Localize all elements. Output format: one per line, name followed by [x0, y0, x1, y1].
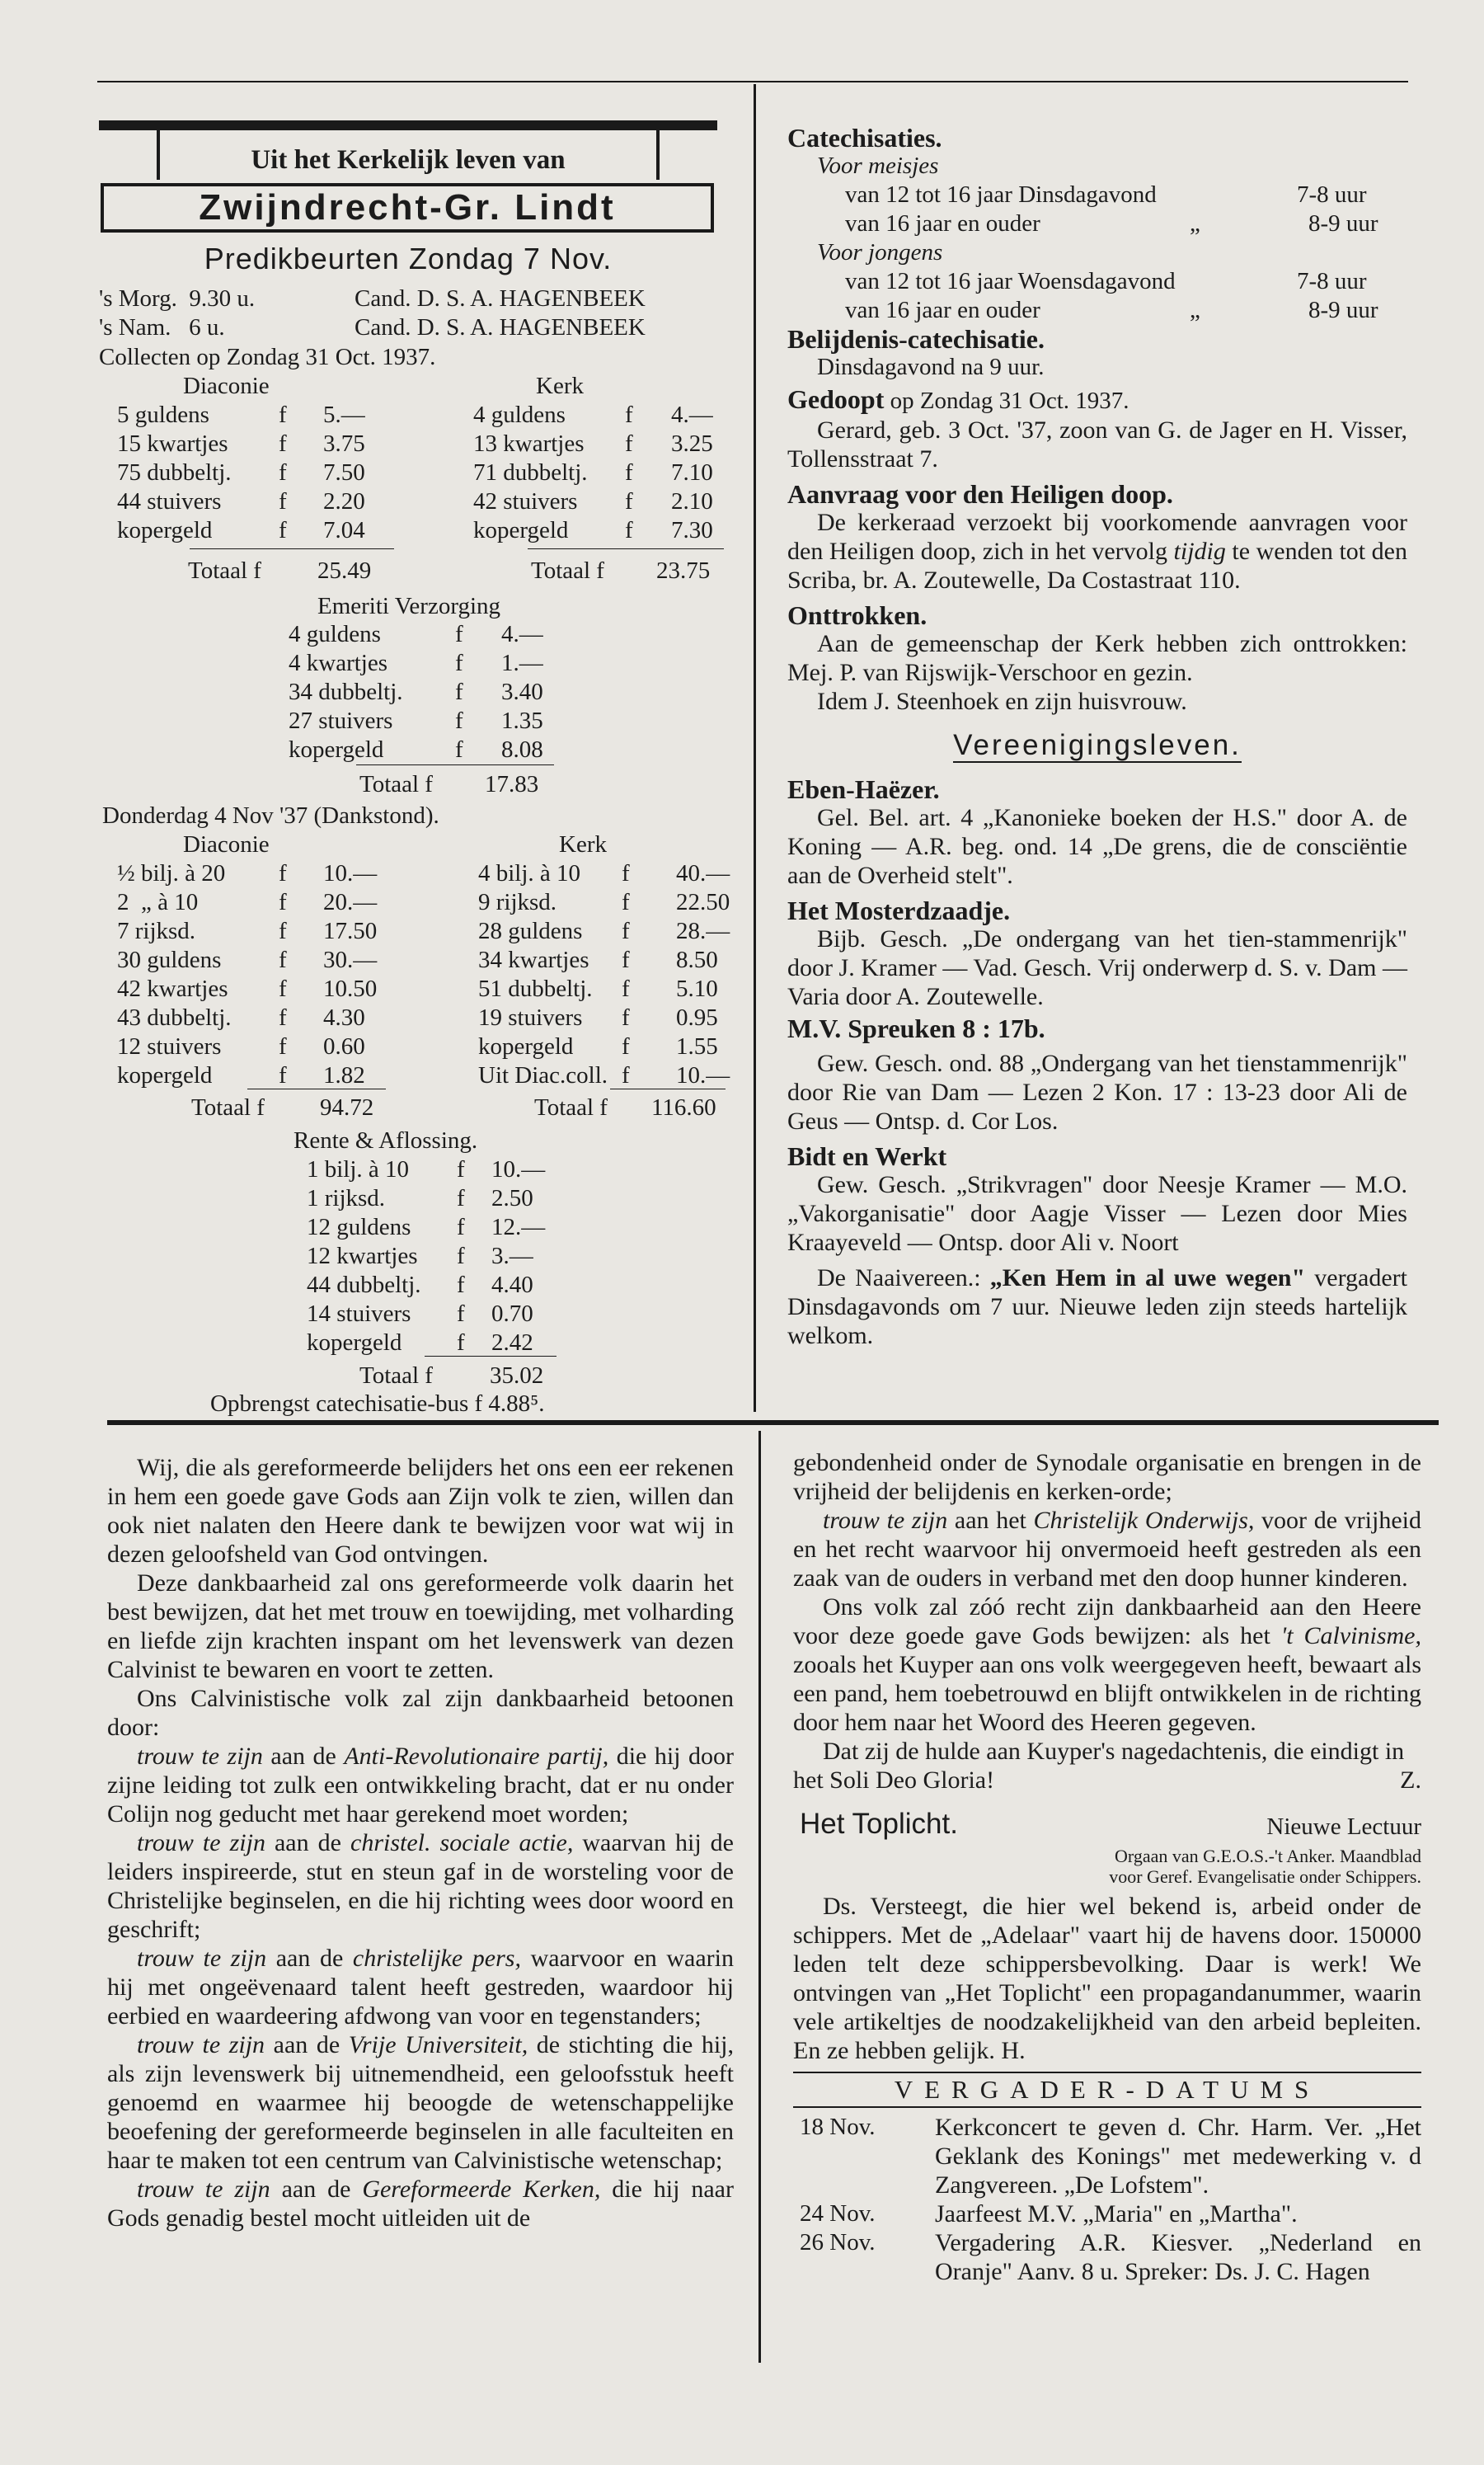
- collect1-kerk-label: Kerk: [536, 373, 584, 399]
- collect2-diaconie-label: Diaconie: [183, 831, 270, 858]
- header-tick-right: [656, 130, 660, 180]
- rente-r2-c1: f: [457, 1214, 465, 1240]
- rente-r2-c2: 12.—: [491, 1214, 546, 1240]
- most-title: Het Mosterdzaadje.: [787, 896, 1011, 925]
- rente-r6-c0: kopergeld: [307, 1329, 402, 1356]
- vergader-rule-top: [793, 2072, 1421, 2073]
- jongens-row1: van 12 tot 16 jaar Woensdagavond 7-8 uur: [845, 268, 1367, 294]
- c1-kerk-r1-c2: 3.25: [671, 430, 713, 457]
- c2-diaconie-r4-c1: f: [279, 976, 287, 1002]
- service-evening-time: 's Nam. 6 u.: [99, 314, 225, 341]
- jongens-label: Voor jongens: [817, 239, 943, 266]
- c2-diaconie-r5-c1: f: [279, 1004, 287, 1031]
- c2-diaconie-r2-c0: 7 rijksd.: [117, 918, 196, 944]
- header-line2: Zwijndrecht-Gr. Lindt: [101, 183, 714, 233]
- c2-diaconie-r6-c1: f: [279, 1033, 287, 1060]
- bottom-left-column: [107, 1453, 734, 2232]
- c2-kerk-r0-c0: 4 bilj. à 10: [478, 860, 581, 887]
- eben-title: Eben-Haëzer.: [787, 774, 940, 804]
- rente-r3-c2: 3.—: [491, 1243, 533, 1269]
- emeriti-r0-c2: 4.—: [501, 621, 543, 647]
- c2-diaconie-r4-c2: 10.50: [323, 976, 378, 1002]
- belijdenis-title: Belijdenis-catechisatie.: [787, 324, 1045, 354]
- rente-r3-c1: f: [457, 1243, 465, 1269]
- rente-total-label: Totaal f: [359, 1362, 433, 1389]
- gedoopt-line: Gedoopt op Zondag 31 Oct. 1937.: [787, 384, 1129, 414]
- emeriti-r2-c2: 3.40: [501, 679, 543, 705]
- c1-kerk-r1-c1: f: [625, 430, 633, 457]
- predikbeurten-heading: Predikbeurten Zondag 7 Nov.: [204, 242, 613, 275]
- c1-kerk-r3-c0: 42 stuivers: [473, 488, 578, 515]
- toplicht-sub2: voor Geref. Evangelisatie onder Schippers.: [1109, 1866, 1421, 1887]
- c2-kerk-r6-c0: kopergeld: [478, 1033, 574, 1060]
- catech-title: Catechisaties.: [787, 123, 942, 153]
- c1-kerk-r4-c1: f: [625, 517, 633, 543]
- c1-diaconie-r0-c1: f: [279, 402, 287, 428]
- c2-kerk-r4-c2: 5.10: [676, 976, 718, 1002]
- c2-diaconie-r0-c1: f: [279, 860, 287, 887]
- c1-diaconie-r2-c1: f: [279, 459, 287, 486]
- c2-kerk-r1-c0: 9 rijksd.: [478, 889, 557, 915]
- rente-r0-c0: 1 bilj. à 10: [307, 1156, 410, 1183]
- c1-diaconie-r1-c0: 15 kwartjes: [117, 430, 228, 457]
- c1-kerk-r0-c0: 4 guldens: [473, 402, 566, 428]
- emeriti-label: Emeriti Verzorging: [317, 593, 501, 619]
- c1-diaconie-r1-c1: f: [279, 430, 287, 457]
- c2-kerk-r4-c1: f: [622, 976, 630, 1002]
- c2-diaconie-r1-c0: 2 „ à 10: [117, 889, 199, 915]
- most-text: Bijb. Gesch. „De ondergang van het tien-stammenrijk" door J. Kramer — Vad. Gesch. Vrij onderwerp d. S. v. Dam — Varia door A. Zoutewelle.: [787, 925, 1407, 1010]
- c2-kerk-r5-c2: 0.95: [676, 1004, 718, 1031]
- header-top-bar: [99, 120, 717, 130]
- emeriti-sum-line: [356, 764, 554, 765]
- bl-item-pers: trouw te zijn aan de christelijke pers, waarvoor en waarin hij met ongeëvenaard talent heeft gestreden, waardoor hij eerbied en waardeering afdwong van voor en tegenstanders;: [107, 1945, 735, 2030]
- header-box: [99, 130, 717, 238]
- c2-kerk-r4-c0: 51 dubbeltj.: [478, 976, 593, 1002]
- c2-kerk-r7-c1: f: [622, 1062, 630, 1089]
- bl-p3: Ons Calvinistische volk zal zijn dankbaarheid betoonen door:: [107, 1685, 734, 1741]
- rente-r6-c2: 2.42: [491, 1329, 533, 1356]
- rente-r4-c0: 44 dubbeltj.: [307, 1272, 421, 1298]
- c1-diaconie-r0-c2: 5.—: [323, 402, 365, 428]
- collect1-kerk-sum-line: [528, 548, 724, 549]
- br-p3: Dat zij de hulde aan Kuyper's nagedachtenis, die eindigt in het Soli Deo Gloria! Z.: [793, 1738, 1421, 1794]
- emeriti-r1-c2: 1.—: [501, 650, 543, 676]
- c1-kerk-r3-c2: 2.10: [671, 488, 713, 515]
- c1-diaconie-r4-c0: kopergeld: [117, 517, 213, 543]
- c2-diaconie-r1-c2: 20.—: [323, 889, 378, 915]
- gedoopt-text: Gerard, geb. 3 Oct. '37, zoon van G. de Jager en H. Visser, Tollensstraat 7.: [787, 416, 1407, 473]
- c2-diaconie-r1-c1: f: [279, 889, 287, 915]
- c1-diaconie-r2-c0: 75 dubbeltj.: [117, 459, 232, 486]
- rente-total: 35.02: [490, 1362, 544, 1389]
- emeriti-r4-c1: f: [455, 736, 463, 763]
- c2-diaconie-r6-c0: 12 stuivers: [117, 1033, 222, 1060]
- column-divider-lower: [758, 1431, 761, 2363]
- c1-kerk-r2-c0: 71 dubbeltj.: [473, 459, 588, 486]
- c2-kerk-r3-c1: f: [622, 947, 630, 973]
- c2-diaconie-r3-c0: 30 guldens: [117, 947, 222, 973]
- bidt-title: Bidt en Werkt: [787, 1141, 947, 1171]
- date-row-18: 18 Nov. Kerkconcert te geven d. Chr. Harm. Ver. „Het Geklank des Konings" met medewerking v. d Zangvereen. „De Lofstem".: [800, 2114, 1421, 2199]
- c1-diaconie-r4-c2: 7.04: [323, 517, 365, 543]
- service-morning-time: 's Morg. 9.30 u.: [99, 285, 256, 312]
- rente-label: Rente & Aflossing.: [294, 1127, 478, 1154]
- rente-r5-c0: 14 stuivers: [307, 1301, 411, 1327]
- emeriti-r3-c1: f: [455, 708, 463, 734]
- belijdenis-text: Dinsdagavond na 9 uur.: [817, 354, 1045, 380]
- c2-kerk-r5-c0: 19 stuivers: [478, 1004, 583, 1031]
- bottom-right-column: [793, 1448, 1421, 2286]
- date-row-26: 26 Nov. Vergadering A.R. Kiesver. „Nederland en Oranje" Aanv. 8 u. Spreker: Ds. J. C. Hagen: [800, 2229, 1421, 2285]
- header-tick-left: [157, 130, 160, 180]
- c2-diaconie-r6-c2: 0.60: [323, 1033, 365, 1060]
- rente-r1-c2: 2.50: [491, 1185, 533, 1211]
- c2-diaconie-r5-c2: 4.30: [323, 1004, 365, 1031]
- rente-r0-c1: f: [457, 1156, 465, 1183]
- br-p1: gebondenheid onder de Synodale organisatie en brengen in de vrijheid der belijdenis en kerken-orde;: [793, 1449, 1421, 1505]
- meisjes-row1: van 12 tot 16 jaar Dinsdagavond 7-8 uur: [845, 181, 1367, 208]
- bl-p1: Wij, die als gereformeerde belijders het ons een eer rekenen in hem een goede gave Gods aan Zijn volk te zien, willen dan ook niet nalaten den Heere dank te bewijzen voor wat wij in dezen geloofsheld van God ontvingen.: [107, 1454, 734, 1568]
- meisjes-label: Voor meisjes: [817, 153, 939, 179]
- collect2-diaconie-total-label: Totaal f: [191, 1094, 265, 1121]
- rente-r1-c1: f: [457, 1185, 465, 1211]
- c2-kerk-r3-c2: 8.50: [676, 947, 718, 973]
- c2-kerk-r6-c2: 1.55: [676, 1033, 718, 1060]
- emeriti-r2-c1: f: [455, 679, 463, 705]
- rente-r1-c0: 1 rijksd.: [307, 1185, 386, 1211]
- toplicht-header: [793, 1806, 1421, 1846]
- emeriti-r0-c0: 4 guldens: [289, 621, 381, 647]
- emeriti-r0-c1: f: [455, 621, 463, 647]
- bl-item-kerken: trouw te zijn aan de Gereformeerde Kerken, die hij naar Gods genadig bestel mocht uitleiden uit de: [107, 2176, 734, 2232]
- toplicht-title: Het Toplicht.: [800, 1808, 958, 1840]
- br-p2: Ons volk zal zóó recht zijn dankbaarheid aan den Heere voor deze goede gave Gods bewijzen: als het 't Calvinisme, zooals het Kuyper aan ons volk weergegeven heeft, bewaart als een pand, hem toebetrouwd en blijft ontwikkelen in de richting door hem naar het Woord des Heeren gegeven.: [793, 1593, 1421, 1736]
- emeriti-r4-c2: 8.08: [501, 736, 543, 763]
- rente-r0-c2: 10.—: [491, 1156, 546, 1183]
- collect1-diaconie-label: Diaconie: [183, 373, 270, 399]
- c2-diaconie-r3-c1: f: [279, 947, 287, 973]
- service-morning-preacher: Cand. D. S. A. HAGENBEEK: [355, 285, 646, 312]
- aanvraag-text: De kerkeraad verzoekt bij voorkomende aanvragen voor den Heiligen doop, zich in het vervolg tijdig te wenden tot den Scriba, br. A. Zoutewelle, Da Costastraat 110.: [787, 509, 1407, 594]
- emeriti-r3-c0: 27 stuivers: [289, 708, 393, 734]
- c2-kerk-r2-c1: f: [622, 918, 630, 944]
- c2-kerk-r0-c2: 40.—: [676, 860, 730, 887]
- c1-diaconie-r1-c2: 3.75: [323, 430, 365, 457]
- collect2-diaconie-total: 94.72: [320, 1094, 374, 1121]
- c1-kerk-r4-c2: 7.30: [671, 517, 713, 543]
- c1-diaconie-r3-c2: 2.20: [323, 488, 365, 515]
- onttrokken-title: Onttrokken.: [787, 600, 928, 630]
- collect2-kerk-total-label: Totaal f: [534, 1094, 608, 1121]
- bidt-text: Gew. Gesch. „Strikvragen" door Neesje Kramer — M.O. „Vakorganisatie" door Aagje Visser — Lezen door Mies Kraayeveld — Ontsp. door Ali v. Noort: [787, 1171, 1407, 1256]
- c1-kerk-r0-c2: 4.—: [671, 402, 713, 428]
- collect1-kerk-total: 23.75: [656, 557, 711, 584]
- emeriti-total: 17.83: [485, 771, 539, 797]
- naai-text: De Naaivereen.: „Ken Hem in al uwe wegen" vergadert Dinsdagavonds om 7 uur. Nieuwe leden zijn steeds hartelijk welkom.: [787, 1264, 1407, 1349]
- top-rule: [97, 81, 1408, 82]
- c1-diaconie-r3-c1: f: [279, 488, 287, 515]
- vergader-rule-bottom: [793, 2106, 1421, 2108]
- c2-diaconie-r2-c2: 17.50: [323, 918, 378, 944]
- toplicht-right: Nieuwe Lectuur: [1266, 1813, 1421, 1840]
- collect2-title: Donderdag 4 Nov '37 (Dankstond).: [102, 802, 439, 829]
- rente-r4-c1: f: [457, 1272, 465, 1298]
- c2-diaconie-r2-c1: f: [279, 918, 287, 944]
- emeriti-r2-c0: 34 dubbeltj.: [289, 679, 403, 705]
- rente-r5-c1: f: [457, 1301, 465, 1327]
- emeriti-total-label: Totaal f: [359, 771, 433, 797]
- c2-diaconie-r0-c2: 10.—: [323, 860, 378, 887]
- collect2-kerk-label: Kerk: [559, 831, 607, 858]
- emeriti-r3-c2: 1.35: [501, 708, 543, 734]
- c1-diaconie-r4-c1: f: [279, 517, 287, 543]
- collect2-kerk-total: 116.60: [651, 1094, 716, 1121]
- eben-text: Gel. Bel. art. 4 „Kanonieke boeken der H.S." door A. de Koning — A.R. beg. ond. 14 „De grens, die de consciëntie aan de Overheid stelt".: [787, 804, 1407, 889]
- c2-diaconie-r4-c0: 42 kwartjes: [117, 976, 228, 1002]
- emeriti-r4-c0: kopergeld: [289, 736, 384, 763]
- c2-kerk-r5-c1: f: [622, 1004, 630, 1031]
- mid-rule: [107, 1420, 1439, 1425]
- c1-diaconie-r3-c0: 44 stuivers: [117, 488, 222, 515]
- collect1-kerk-total-label: Totaal f: [531, 557, 604, 584]
- emeriti-r1-c0: 4 kwartjes: [289, 650, 387, 676]
- header-line1: Uit het Kerkelijk leven van: [251, 145, 566, 175]
- c2-kerk-r7-c0: Uit Diac.coll.: [478, 1062, 608, 1089]
- c2-diaconie-r3-c2: 30.—: [323, 947, 378, 973]
- rente-r3-c0: 12 kwartjes: [307, 1243, 418, 1269]
- rente-r6-c1: f: [457, 1329, 465, 1356]
- collect1-title: Collecten op Zondag 31 Oct. 1937.: [99, 344, 436, 370]
- vergader-title: VERGADER-DATUMS: [894, 2075, 1321, 2104]
- c2-diaconie-r7-c0: kopergeld: [117, 1062, 213, 1089]
- aanvraag-title: Aanvraag voor den Heiligen doop.: [787, 479, 1173, 509]
- c2-kerk-r6-c1: f: [622, 1033, 630, 1060]
- column-divider-upper: [754, 84, 756, 1412]
- collect1-diaconie-total: 25.49: [317, 557, 372, 584]
- c2-kerk-r0-c1: f: [622, 860, 630, 887]
- c1-kerk-r2-c1: f: [625, 459, 633, 486]
- c2-kerk-r2-c2: 28.—: [676, 918, 730, 944]
- service-evening-preacher: Cand. D. S. A. HAGENBEEK: [355, 314, 646, 341]
- c1-kerk-r4-c0: kopergeld: [473, 517, 569, 543]
- c2-kerk-r3-c0: 34 kwartjes: [478, 947, 589, 973]
- mv-text: Gew. Gesch. ond. 88 „Ondergang van het tienstammenrijk" door Rie van Dam — Lezen 2 Kon. 17 : 13-23 door Ali de Geus — Ontsp. d. Cor Los.: [787, 1050, 1407, 1135]
- c1-kerk-r0-c1: f: [625, 402, 633, 428]
- c2-diaconie-r0-c0: ½ bilj. à 20: [117, 860, 226, 887]
- c2-kerk-r1-c2: 22.50: [676, 889, 730, 915]
- c1-diaconie-r0-c0: 5 guldens: [117, 402, 209, 428]
- rente-r2-c0: 12 guldens: [307, 1214, 411, 1240]
- jongens-row2: van 16 jaar en ouder „ 8-9 uur: [845, 297, 1378, 323]
- c2-diaconie-r5-c0: 43 dubbeltj.: [117, 1004, 232, 1031]
- vereeniging-title: Vereenigingsleven.: [953, 729, 1242, 761]
- bl-item-sociale: trouw te zijn aan de christel. sociale actie, waarvan hij de leiders inspireerde, stut en steun gaf in de worsteling voor de Christelijke beginselen, en die hij richting wees door woord en geschrift;: [107, 1829, 734, 1943]
- collect1-diaconie-sum-line: [190, 548, 394, 549]
- br-item-onderwijs: trouw te zijn aan het Christelijk Onderwijs, voor de vrijheid en het recht waarvoor hij onvermoeid heeft gestreden als een zaak van de ouders in verband met den doop hunner kinderen.: [793, 1507, 1421, 1592]
- c2-diaconie-r7-c1: f: [279, 1062, 287, 1089]
- toplicht-sub1: Orgaan van G.E.O.S.-'t Anker. Maandblad: [1115, 1846, 1421, 1866]
- bl-item-arp: trouw te zijn aan de Anti-Revolutionaire partij, die hij door zijne leiding tot zulk een ontwikkeling bracht, dat er nu onder Colijn nog geducht met haar gerekend moet worden;: [107, 1743, 735, 1828]
- rente-r5-c2: 0.70: [491, 1301, 533, 1327]
- c1-diaconie-r2-c2: 7.50: [323, 459, 365, 486]
- c1-kerk-r2-c2: 7.10: [671, 459, 713, 486]
- mv-title: M.V. Spreuken 8 : 17b.: [787, 1014, 1045, 1043]
- bl-p2: Deze dankbaarheid zal ons gereformeerde volk daarin het best bewijzen, dat het met trouw en toewijding, met volharding en liefde zijn krachten inspant om het levenswerk van dezen Calvinist te bewaren en voort te zetten.: [107, 1569, 734, 1683]
- c2-kerk-r2-c0: 28 guldens: [478, 918, 583, 944]
- bl-item-vu: trouw te zijn aan de Vrije Universiteit, de stichting die hij, als zijn levenswerk bij uitnemendheid, een geloofsstuk heeft genoemd en waarmee hij beoogde de wetenschappelijke beoefening der gereformeerde beginselen in alle faculteiten en haar te maken tot een centrum van Calvinistische wetenschap;: [107, 2031, 735, 2174]
- collect1-diaconie-total-label: Totaal f: [188, 557, 261, 584]
- emeriti-r1-c1: f: [455, 650, 463, 676]
- onttrokken-text1: Aan de gemeenschap der Kerk hebben zich onttrokken: Mej. P. van Rijswijk-Verschoor en gezin.: [787, 630, 1407, 686]
- c2-kerk-r1-c1: f: [622, 889, 630, 915]
- right-top-column: [787, 124, 1407, 1350]
- c2-diaconie-r7-c2: 1.82: [323, 1062, 365, 1089]
- date-row-24: 24 Nov. Jaarfeest M.V. „Maria" en „Martha".: [800, 2200, 1298, 2227]
- toplicht-text: Ds. Versteegt, die hier wel bekend is, arbeid onder de schippers. Met de „Adelaar" vaart hij de havens door. 150000 leden telt deze schippersbevolking. Daar is werk! We ontvingen van „Het Toplicht" een propagandanummer, waarin vele artikeltjes de noodzakelijkheid van den arbeid bepleiten. En ze hebben gelijk. H.: [793, 1893, 1421, 2064]
- rente-r4-c2: 4.40: [491, 1272, 533, 1298]
- meisjes-row2: van 16 jaar en ouder „ 8-9 uur: [845, 210, 1378, 237]
- opbrengst-line: Opbrengst catechisatie-bus f 4.88⁵.: [210, 1390, 545, 1417]
- c2-kerk-r7-c2: 10.—: [676, 1062, 730, 1089]
- rente-sum-line: [425, 1356, 556, 1357]
- c1-kerk-r3-c1: f: [625, 488, 633, 515]
- c1-kerk-r1-c0: 13 kwartjes: [473, 430, 585, 457]
- onttrokken-text2: Idem J. Steenhoek en zijn huisvrouw.: [817, 688, 1187, 715]
